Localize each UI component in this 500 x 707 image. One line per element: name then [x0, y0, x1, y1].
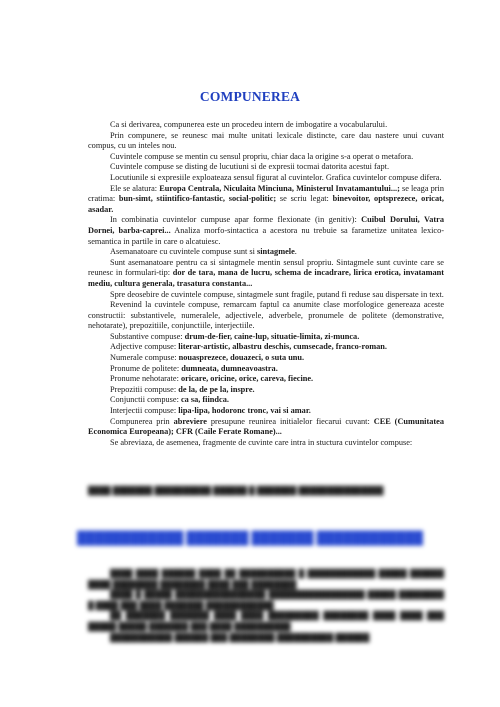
paragraph — [88, 120, 444, 131]
bold-text: abreviere — [173, 416, 207, 426]
text-run: Ca si derivarea, compunerea este un procedeu intern de imbogatire a vocabularului. — [110, 120, 388, 129]
bold-text: Europa Centrala, Niculaita Minciuna, Ministerul Invatamantului...; — [159, 183, 400, 193]
text-run: Adjective compuse: — [110, 342, 179, 352]
paragraph — [88, 342, 444, 353]
paragraph — [88, 385, 444, 396]
paragraph — [88, 364, 444, 375]
bold-text: dumneata, dumneavoastra. — [181, 363, 278, 373]
text-run: se scriu legat: — [276, 194, 333, 204]
text-run: Cuvintele compuse se disting de lucutiuni si de expresii tocmai datorita acestui fapt. — [110, 162, 390, 172]
bold-text: oricare, oricine, orice, careva, fiecine. — [180, 374, 314, 384]
paragraph — [88, 152, 444, 163]
text-run: Interjectii compuse: — [110, 406, 179, 416]
text-run: Conjunctii compuse: — [110, 395, 181, 405]
text-run: Prepozitii compuse: — [110, 384, 179, 394]
document-body — [88, 120, 444, 448]
paragraph — [88, 131, 444, 152]
text-run: . — [294, 247, 297, 257]
paragraph — [88, 184, 444, 216]
bold-text: sintagmele — [257, 247, 295, 257]
paragraph — [88, 438, 444, 449]
bold-text: de la, de pe la, inspre. — [178, 384, 255, 394]
page-title: COMPUNEREA — [199, 89, 301, 104]
blurred-section-heading: ████████████ ███████ ███████ ████████████ — [77, 531, 423, 545]
text-run: Locutiunile si expresiile exploateaza sensul figurat al cuvintelor. Grafica cuvintelor compuse difera. — [110, 172, 442, 182]
bold-text: lipa-lipa, hodoronc tronc, vai si amar. — [178, 406, 311, 416]
text-run: Ele se alatura: — [110, 183, 160, 193]
bold-text: ca sa, fiindca. — [180, 395, 229, 405]
text-run: Substantive compuse: — [110, 331, 185, 341]
text-run: Asemanatoare cu cuvintele compuse sunt si — [110, 247, 257, 257]
paragraph — [88, 162, 444, 173]
bold-text: CEE (Cumunitatea Economica Europeana); CFR (Caile Ferate Romane)... — [88, 416, 444, 437]
bold-text: binevoitor, optsprezece, oricat, asadar. — [88, 194, 444, 214]
text-run: Pronume nehotarate: — [110, 374, 181, 384]
blurred-text-line: ████ ███████ ██████████ ██████ █ ███████ ███████████████ — [88, 486, 384, 495]
text-run: Cuvintele compuse se mentin cu sensul propriu, chiar daca la origine s-a operat o metafora. — [110, 151, 414, 161]
text-run: se leaga prin cratima: — [88, 183, 444, 204]
paragraph — [88, 290, 444, 301]
paragraph — [88, 417, 444, 438]
text-run: Analiza morfo-sintactica a acestora nu trebuie sa farametize unitatea lexico-semantica in partile in care o alcatuiesc. — [88, 225, 444, 246]
text-run: Se abreviaza, de asemenea, fragmente de cuvinte care intra in stuctura cuvintelor compuse: — [110, 437, 413, 447]
text-run: presupune reunirea initialelor fiecarui cuvant: — [206, 416, 374, 426]
text-run: Pronume de politete: — [110, 363, 182, 373]
paragraph — [88, 406, 444, 417]
paragraph — [88, 173, 444, 184]
bold-text: bun-simt, stiintifico-fantastic, social-politic; — [118, 194, 277, 204]
paragraph — [88, 300, 444, 332]
blurred-paragraphs: ████ ████ ██████ ████ ██ ██████████ █ ████████████ █████ ██████ ████ ████████ ████████ ████ ███ ████████ ████ █ █████ ████████████████ █████████████████ █████ ████████ █ ████ ███ ████ ███████ ████████████ ██ ███████ ███████ ████ ████ █████████ ████████ ████ ████ ███ █████ █████ ███████ ███ ████ ██████████ ███████████ ██████ ███ ████████ ██████████ ██████ — [88, 569, 444, 642]
paragraph — [88, 215, 444, 247]
paragraph — [88, 374, 444, 385]
text-run: Compunerea prin — [110, 416, 174, 426]
text-run: Revenind la cuvintele compuse, remarcam faptul ca anumite clase morfologice genereaza aceste constructii: substantivele, numeralele, adjectivele, adverbele, pronumele de politete (demonstrative, nehotarate), prepozitiile, conjunctiile, interjectiile. — [88, 300, 444, 331]
bold-text: literar-artistic, albastru deschis, cumsecade, franco-roman. — [178, 342, 387, 352]
bold-text: Cuibul Dorului, Vatra Dornei, barba-caprei... — [88, 215, 444, 235]
paragraph — [88, 353, 444, 364]
bold-text: drum-de-fier, caine-lup, situatie-limita, zi-munca. — [184, 331, 360, 341]
bold-text: nouasprezece, douazeci, o suta unu. — [178, 353, 305, 363]
paragraph — [88, 332, 444, 343]
text-run: Sunt asemanatoare pentru ca si sintagmele mentin sensul propriu. Sintagmele sunt cuvinte care se reunesc in formulari-tip: — [88, 257, 444, 278]
text-run: In combinatia cuvintelor cumpuse apar forme flexionate (in genitiv): — [110, 215, 362, 225]
text-run: Spre deosebire de cuvintele compuse, sintagmele sunt fragile, putand fi reduse sau dispersate in text. — [110, 289, 444, 299]
bold-text: dor de tara, mana de lucru, schema de incadrare, lirica erotica, invatamant mediu, cultura generala, trasatura constanta... — [88, 268, 444, 288]
paragraph — [88, 395, 444, 406]
text-run: Numerale compuse: — [110, 353, 179, 363]
paragraph — [88, 247, 444, 258]
paragraph — [88, 258, 444, 290]
text-run: Prin compunere, se reunesc mai multe unitati lexicale distincte, care dau nastere unui cuvant compus, cu un inteles nou. — [88, 130, 444, 151]
